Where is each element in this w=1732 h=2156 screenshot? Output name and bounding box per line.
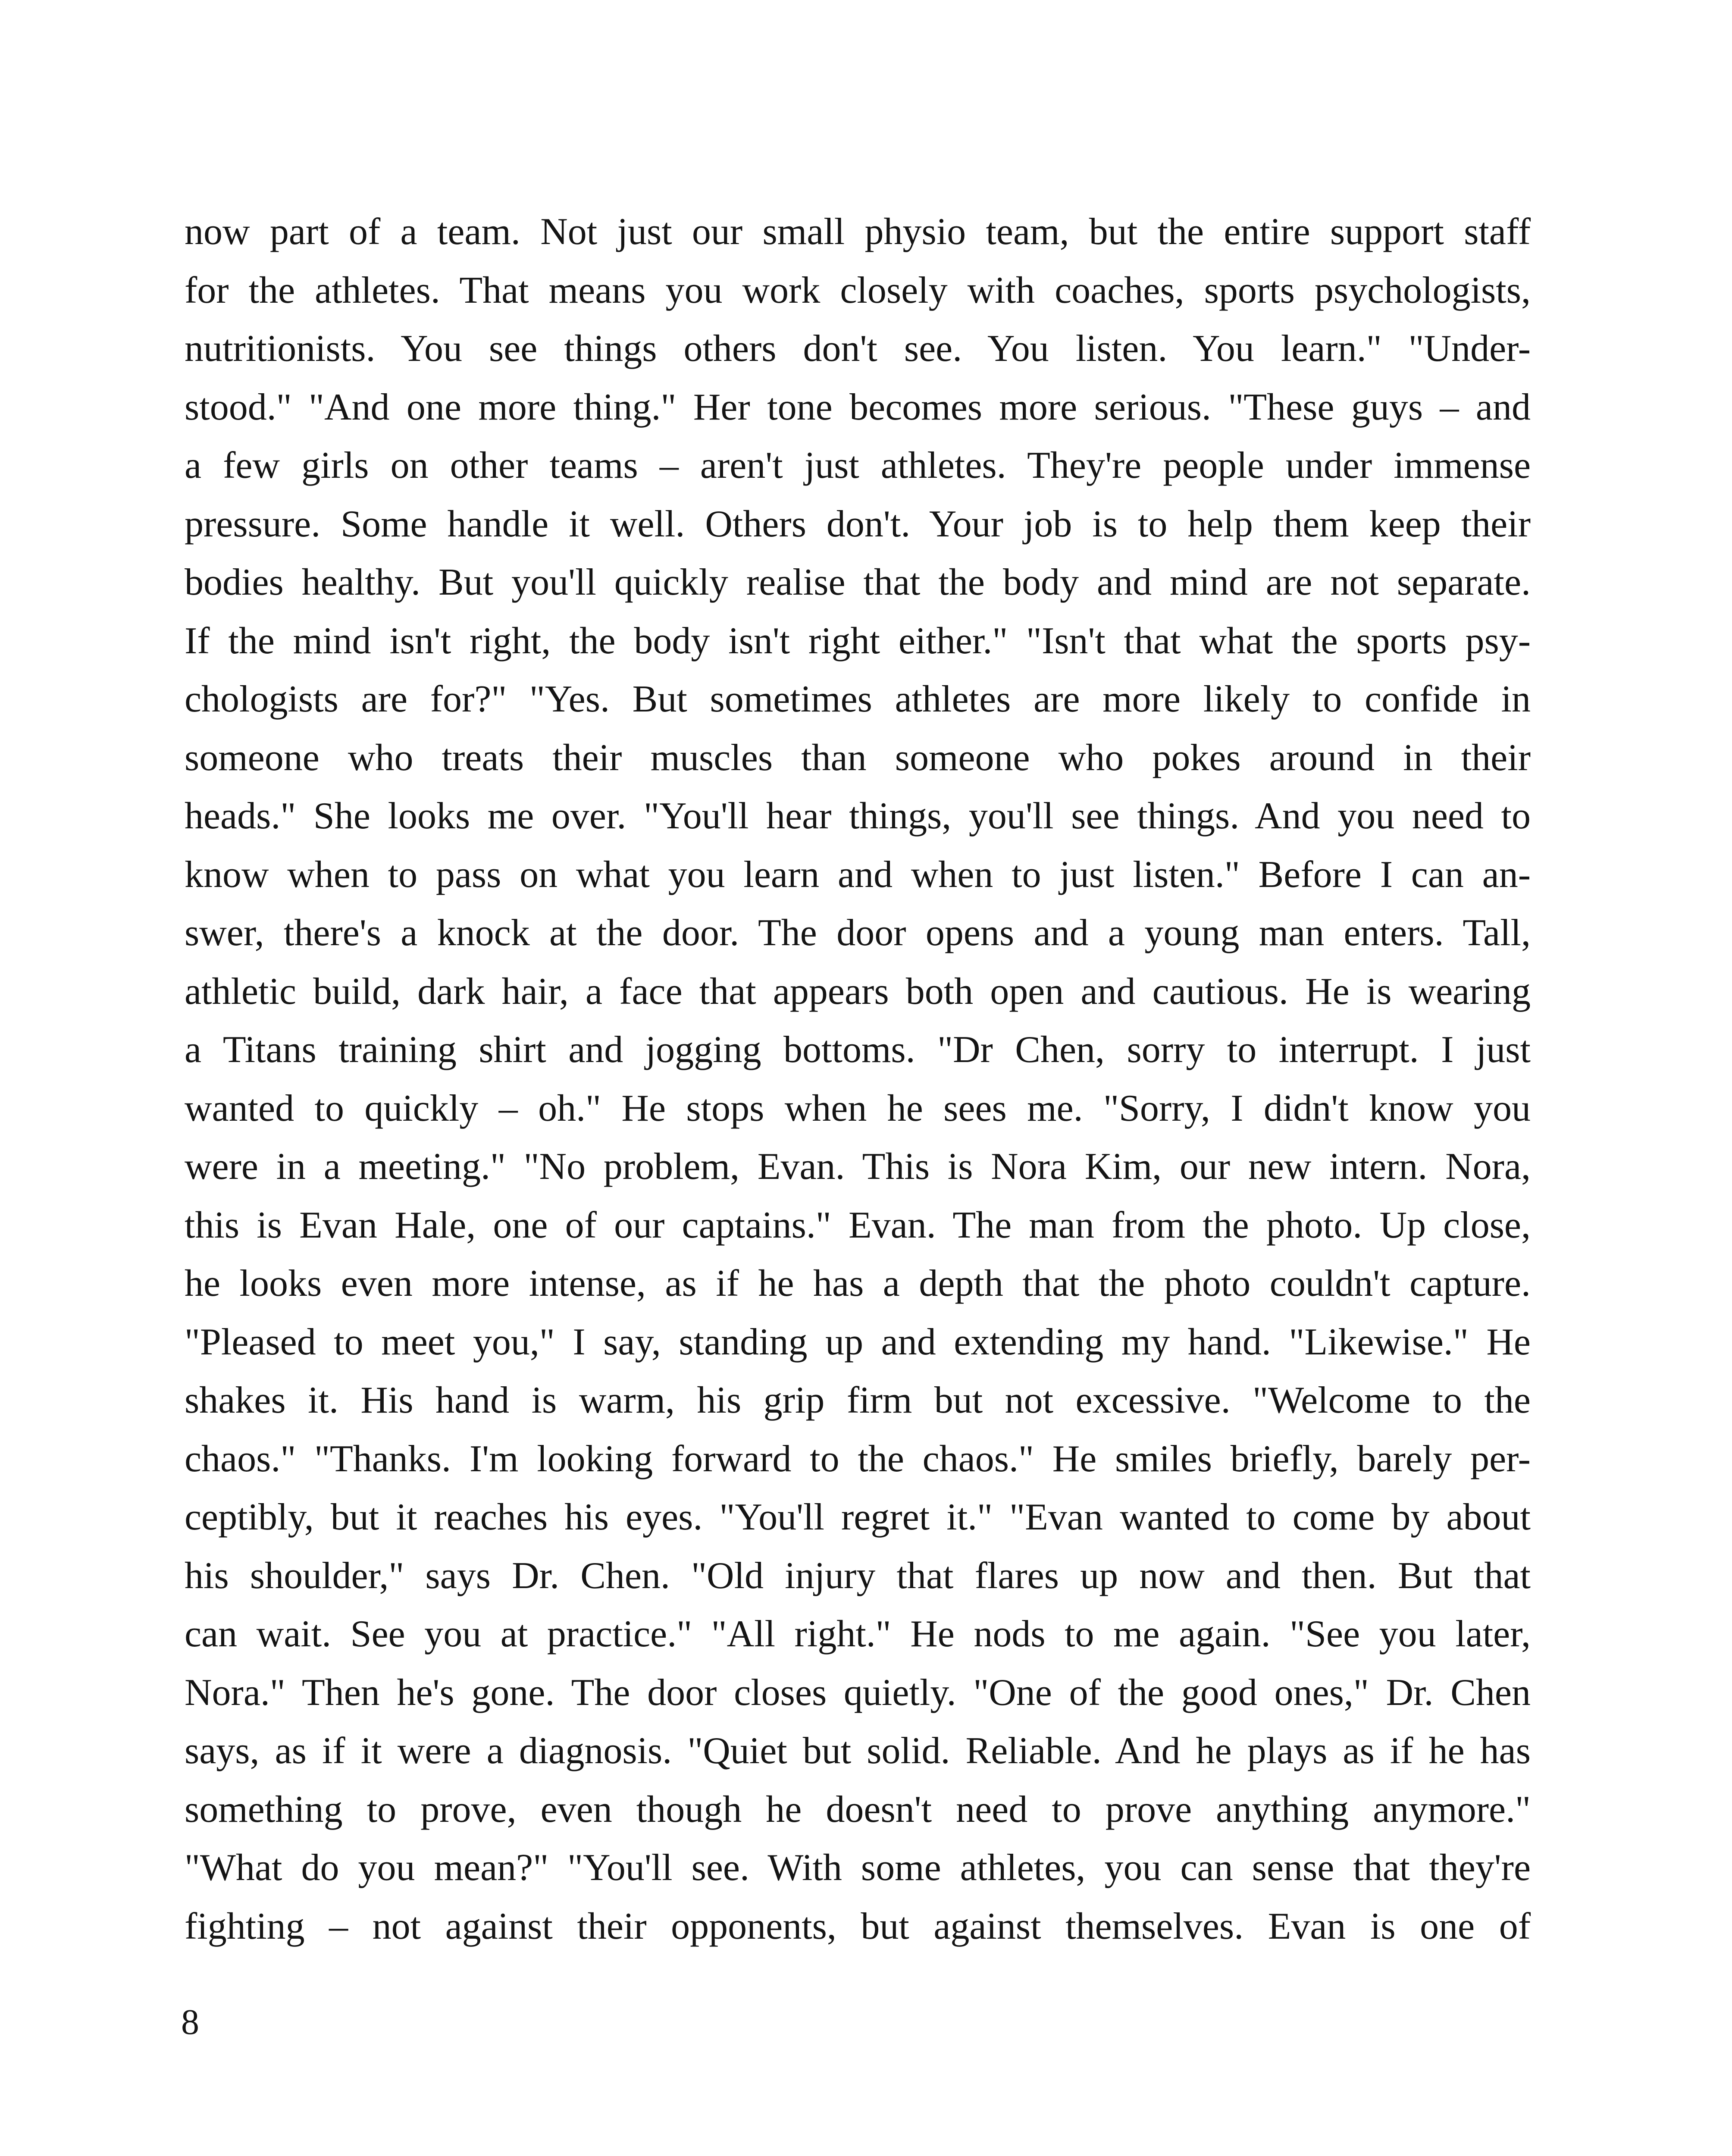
- text-line-10: someone who treats their muscles than someone who pokes around in their: [185, 736, 1531, 779]
- text-line-5: a few girls on other teams – aren't just athletes. They're people under immense: [185, 445, 1531, 486]
- text-line-25: can wait. See you at practice." "All right." He nods to me again. "See you later,: [185, 1613, 1531, 1655]
- text-line-21: shakes it. His hand is warm, his grip firm but not excessive. "Welcome to the: [185, 1379, 1531, 1421]
- text-line-28: something to prove, even though he doesn't need to prove anything anymore.": [185, 1788, 1531, 1830]
- body-text: [185, 203, 1531, 1955]
- text-line-27: says, as if it were a diagnosis. "Quiet but solid. Reliable. And he plays as if he has: [185, 1730, 1531, 1772]
- text-line-9: chologists are for?" "Yes. But sometimes athletes are more likely to confide in: [185, 678, 1531, 720]
- text-line-24: his shoulder," says Dr. Chen. "Old injury that flares up now and then. But that: [185, 1554, 1531, 1597]
- text-line-13: swer, there's a knock at the door. The door opens and a young man enters. Tall,: [185, 912, 1531, 954]
- text-line-2: for the athletes. That means you work closely with coaches, sports psychologists,: [185, 269, 1531, 311]
- text-line-8: If the mind isn't right, the body isn't right either." "Isn't that what the sports psy-: [185, 620, 1531, 662]
- text-line-22: chaos." "Thanks. I'm looking forward to the chaos." He smiles briefly, barely per-: [185, 1438, 1531, 1480]
- text-line-1: now part of a team. Not just our small physio team, but the entire support staff: [185, 211, 1531, 253]
- text-line-20: "Pleased to meet you," I say, standing up and extending my hand. "Likewise." He: [185, 1321, 1531, 1363]
- text-line-12: know when to pass on what you learn and when to just listen." Before I can an-: [185, 853, 1531, 896]
- text-line-18: this is Evan Hale, one of our captains." Evan. The man from the photo. Up close,: [185, 1204, 1531, 1246]
- text-line-15: a Titans training shirt and jogging bottoms. "Dr Chen, sorry to interrupt. I just: [185, 1029, 1531, 1071]
- text-line-29: "What do you mean?" "You'll see. With some athletes, you can sense that they're: [185, 1847, 1531, 1889]
- text-line-14: athletic build, dark hair, a face that appears both open and cautious. He is wearing: [185, 970, 1531, 1012]
- text-line-17: were in a meeting." "No problem, Evan. This is Nora Kim, our new intern. Nora,: [185, 1146, 1531, 1188]
- text-line-7: bodies healthy. But you'll quickly realise that the body and mind are not separate.: [185, 561, 1531, 603]
- page-number: 8: [181, 2002, 199, 2042]
- text-line-6: pressure. Some handle it well. Others don't. Your job is to help them keep their: [185, 503, 1531, 545]
- text-line-23: ceptibly, but it reaches his eyes. "You'll regret it." "Evan wanted to come by about: [185, 1496, 1531, 1538]
- text-line-19: he looks even more intense, as if he has a depth that the photo couldn't capture.: [185, 1263, 1531, 1304]
- text-line-30: fighting – not against their opponents, but against themselves. Evan is one of: [185, 1905, 1531, 1947]
- text-line-16: wanted to quickly – oh." He stops when he sees me. "Sorry, I didn't know you: [185, 1087, 1531, 1129]
- text-line-26: Nora." Then he's gone. The door closes quietly. "One of the good ones," Dr. Chen: [185, 1671, 1531, 1714]
- text-line-4: stood." "And one more thing." Her tone becomes more serious. "These guys – and: [185, 386, 1531, 428]
- text-line-11: heads." She looks me over. "You'll hear things, you'll see things. And you need to: [185, 795, 1531, 837]
- text-line-3: nutritionists. You see things others don't see. You listen. You learn." "Under-: [185, 328, 1531, 370]
